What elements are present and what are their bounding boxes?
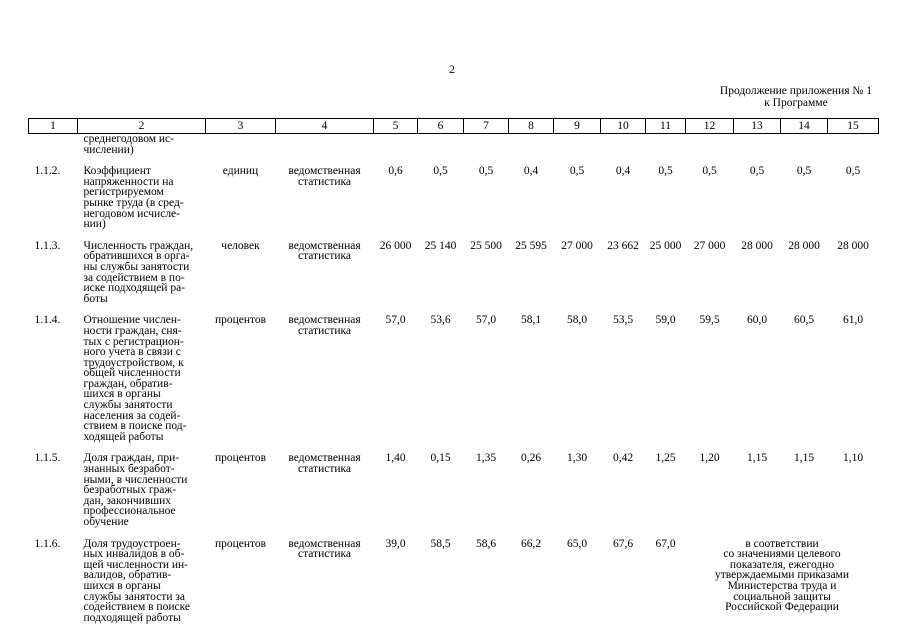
- year-value: 0,5: [845, 165, 861, 178]
- data-source: ведомственная статистика: [288, 537, 361, 561]
- indicator-name: Доля трудоустроен- ных инвалидов в об- щей численности ин- валидов, обратив- шихся в органы службы занятости за содействием в поиске подходящей работы: [83, 537, 190, 624]
- year-value: 0,5: [749, 165, 765, 178]
- year-value: 1,15: [793, 452, 815, 465]
- continuation-caption: [720, 85, 872, 109]
- column-header: 2: [78, 119, 206, 134]
- year-value: 0,5: [796, 165, 812, 178]
- column-header: 9: [554, 119, 601, 134]
- year-value: 0,6: [388, 165, 403, 178]
- year-value: 1,15: [746, 452, 768, 465]
- year-value: 59,5: [699, 314, 720, 327]
- column-header: 8: [509, 119, 554, 134]
- indicators-table: [28, 118, 879, 623]
- year-value: 0,5: [433, 165, 448, 178]
- year-value: 58,5: [430, 537, 451, 550]
- unit-of-measure: человек: [221, 239, 260, 252]
- year-value: 0,15: [430, 452, 451, 465]
- year-value: 0,5: [569, 165, 585, 178]
- year-value: 27 000: [693, 239, 726, 252]
- year-value: 1,40: [385, 452, 406, 465]
- data-source: ведомственная статистика: [288, 314, 361, 337]
- year-value: 27 000: [561, 239, 593, 252]
- year-value: 0,4: [615, 165, 631, 178]
- unit-of-measure: процентов: [214, 537, 267, 550]
- indicator-name: Численность граждан, обратившихся в орга- ны службы занятости за содействием в по- иске подходящей ра- боты: [83, 239, 194, 305]
- column-header: 7: [464, 119, 509, 134]
- year-value: 53,6: [430, 314, 451, 327]
- column-header: 4: [276, 119, 374, 134]
- year-value: 28 000: [837, 239, 869, 252]
- year-value: 25 595: [515, 239, 547, 252]
- column-header: 5: [374, 119, 418, 134]
- row-number: 1.1.6.: [34, 537, 61, 550]
- column-number-row: [29, 119, 879, 134]
- column-header: 13: [734, 119, 781, 134]
- year-value: 67,0: [655, 537, 676, 550]
- column-header: 6: [418, 119, 464, 134]
- year-value: 28 000: [741, 239, 773, 252]
- year-value: 58,0: [566, 314, 588, 327]
- column-header: 11: [646, 119, 686, 134]
- year-value: 57,0: [385, 314, 406, 327]
- year-value: 58,6: [475, 537, 497, 550]
- year-value: 67,6: [612, 537, 634, 550]
- table-row: [29, 528, 879, 624]
- indicator-name: Доля граждан, при- знанных безработ- ными, в численности безработных граж- дан, закончивших профессиональное обучение: [83, 452, 188, 528]
- data-source: ведомственная статистика: [288, 165, 361, 188]
- year-value: 0,4: [523, 165, 539, 178]
- data-source: ведомственная статистика: [288, 239, 361, 263]
- year-value: 25 500: [470, 239, 502, 252]
- year-value: 1,25: [655, 452, 676, 465]
- year-value: 65,0: [566, 537, 588, 550]
- column-header: 14: [781, 119, 828, 134]
- year-value: 1,30: [566, 452, 588, 465]
- year-value: 0,5: [658, 165, 673, 178]
- unit-of-measure: процентов: [214, 452, 267, 465]
- year-value: 60,0: [746, 314, 768, 327]
- year-value: 57,0: [475, 314, 497, 327]
- year-value: 0,26: [520, 452, 542, 465]
- row-number: 1.1.4.: [34, 314, 61, 327]
- year-value: 58,1: [520, 314, 542, 327]
- column-header: 10: [601, 119, 646, 134]
- year-value: 26 000: [379, 239, 412, 252]
- continuation-line-2: к Программе: [764, 97, 828, 109]
- year-value: 25 000: [649, 239, 682, 252]
- year-value: 1,10: [842, 452, 864, 465]
- target-note: в соответствии со значениями целевого показателя, ежегодно утверждаемыми приказами Министерства труда и социальной защиты Российской Федерации: [715, 537, 849, 614]
- year-value: 0,42: [612, 452, 634, 465]
- year-value: 28 000: [788, 239, 820, 252]
- carryover-row: [29, 134, 879, 156]
- continuation-line-1: Продолжение приложения № 1: [719, 85, 872, 97]
- table-row: [29, 230, 879, 305]
- year-value: 59,0: [655, 314, 676, 327]
- table-row: [29, 304, 879, 442]
- year-value: 0,5: [478, 165, 494, 178]
- column-header: 3: [206, 119, 276, 134]
- data-source: ведомственная статистика: [288, 452, 361, 476]
- year-value: 53,5: [612, 314, 634, 327]
- column-header: 1: [29, 119, 78, 134]
- year-value: 61,0: [842, 314, 864, 327]
- year-value: 60,5: [793, 314, 815, 327]
- year-value: 0,5: [702, 165, 717, 178]
- year-value: 66,2: [520, 537, 542, 550]
- indicator-name: Коэффициент напряженности на регистрируемом рынке труда (в сред- негодовом исчисле- нии): [83, 165, 184, 231]
- column-header: 12: [686, 119, 734, 134]
- year-value: 25 140: [424, 239, 457, 252]
- year-value: 23 662: [607, 239, 639, 252]
- row-number: 1.1.5.: [34, 452, 61, 465]
- column-header: 15: [828, 119, 879, 134]
- indicator-name: Отношение числен- ности граждан, сня- тых с регистрацион- ного учета в связи с трудоустройством, к общей численности граждан, обратив- шихся в органы службы занятости населения за содей- ствием в поиске под- ходящей работы: [83, 314, 187, 443]
- row-number: 1.1.2.: [34, 165, 61, 178]
- unit-of-measure: единиц: [222, 165, 259, 178]
- page-number: 2: [449, 62, 455, 76]
- unit-of-measure: процентов: [214, 314, 267, 327]
- table-row: [29, 155, 879, 230]
- row-number: 1.1.3.: [34, 239, 61, 252]
- year-value: 39,0: [385, 537, 406, 550]
- year-value: 1,20: [699, 452, 720, 465]
- carryover-text: среднегодовом ис- числении): [83, 133, 174, 156]
- table-row: [29, 442, 879, 527]
- year-value: 1,35: [475, 452, 497, 465]
